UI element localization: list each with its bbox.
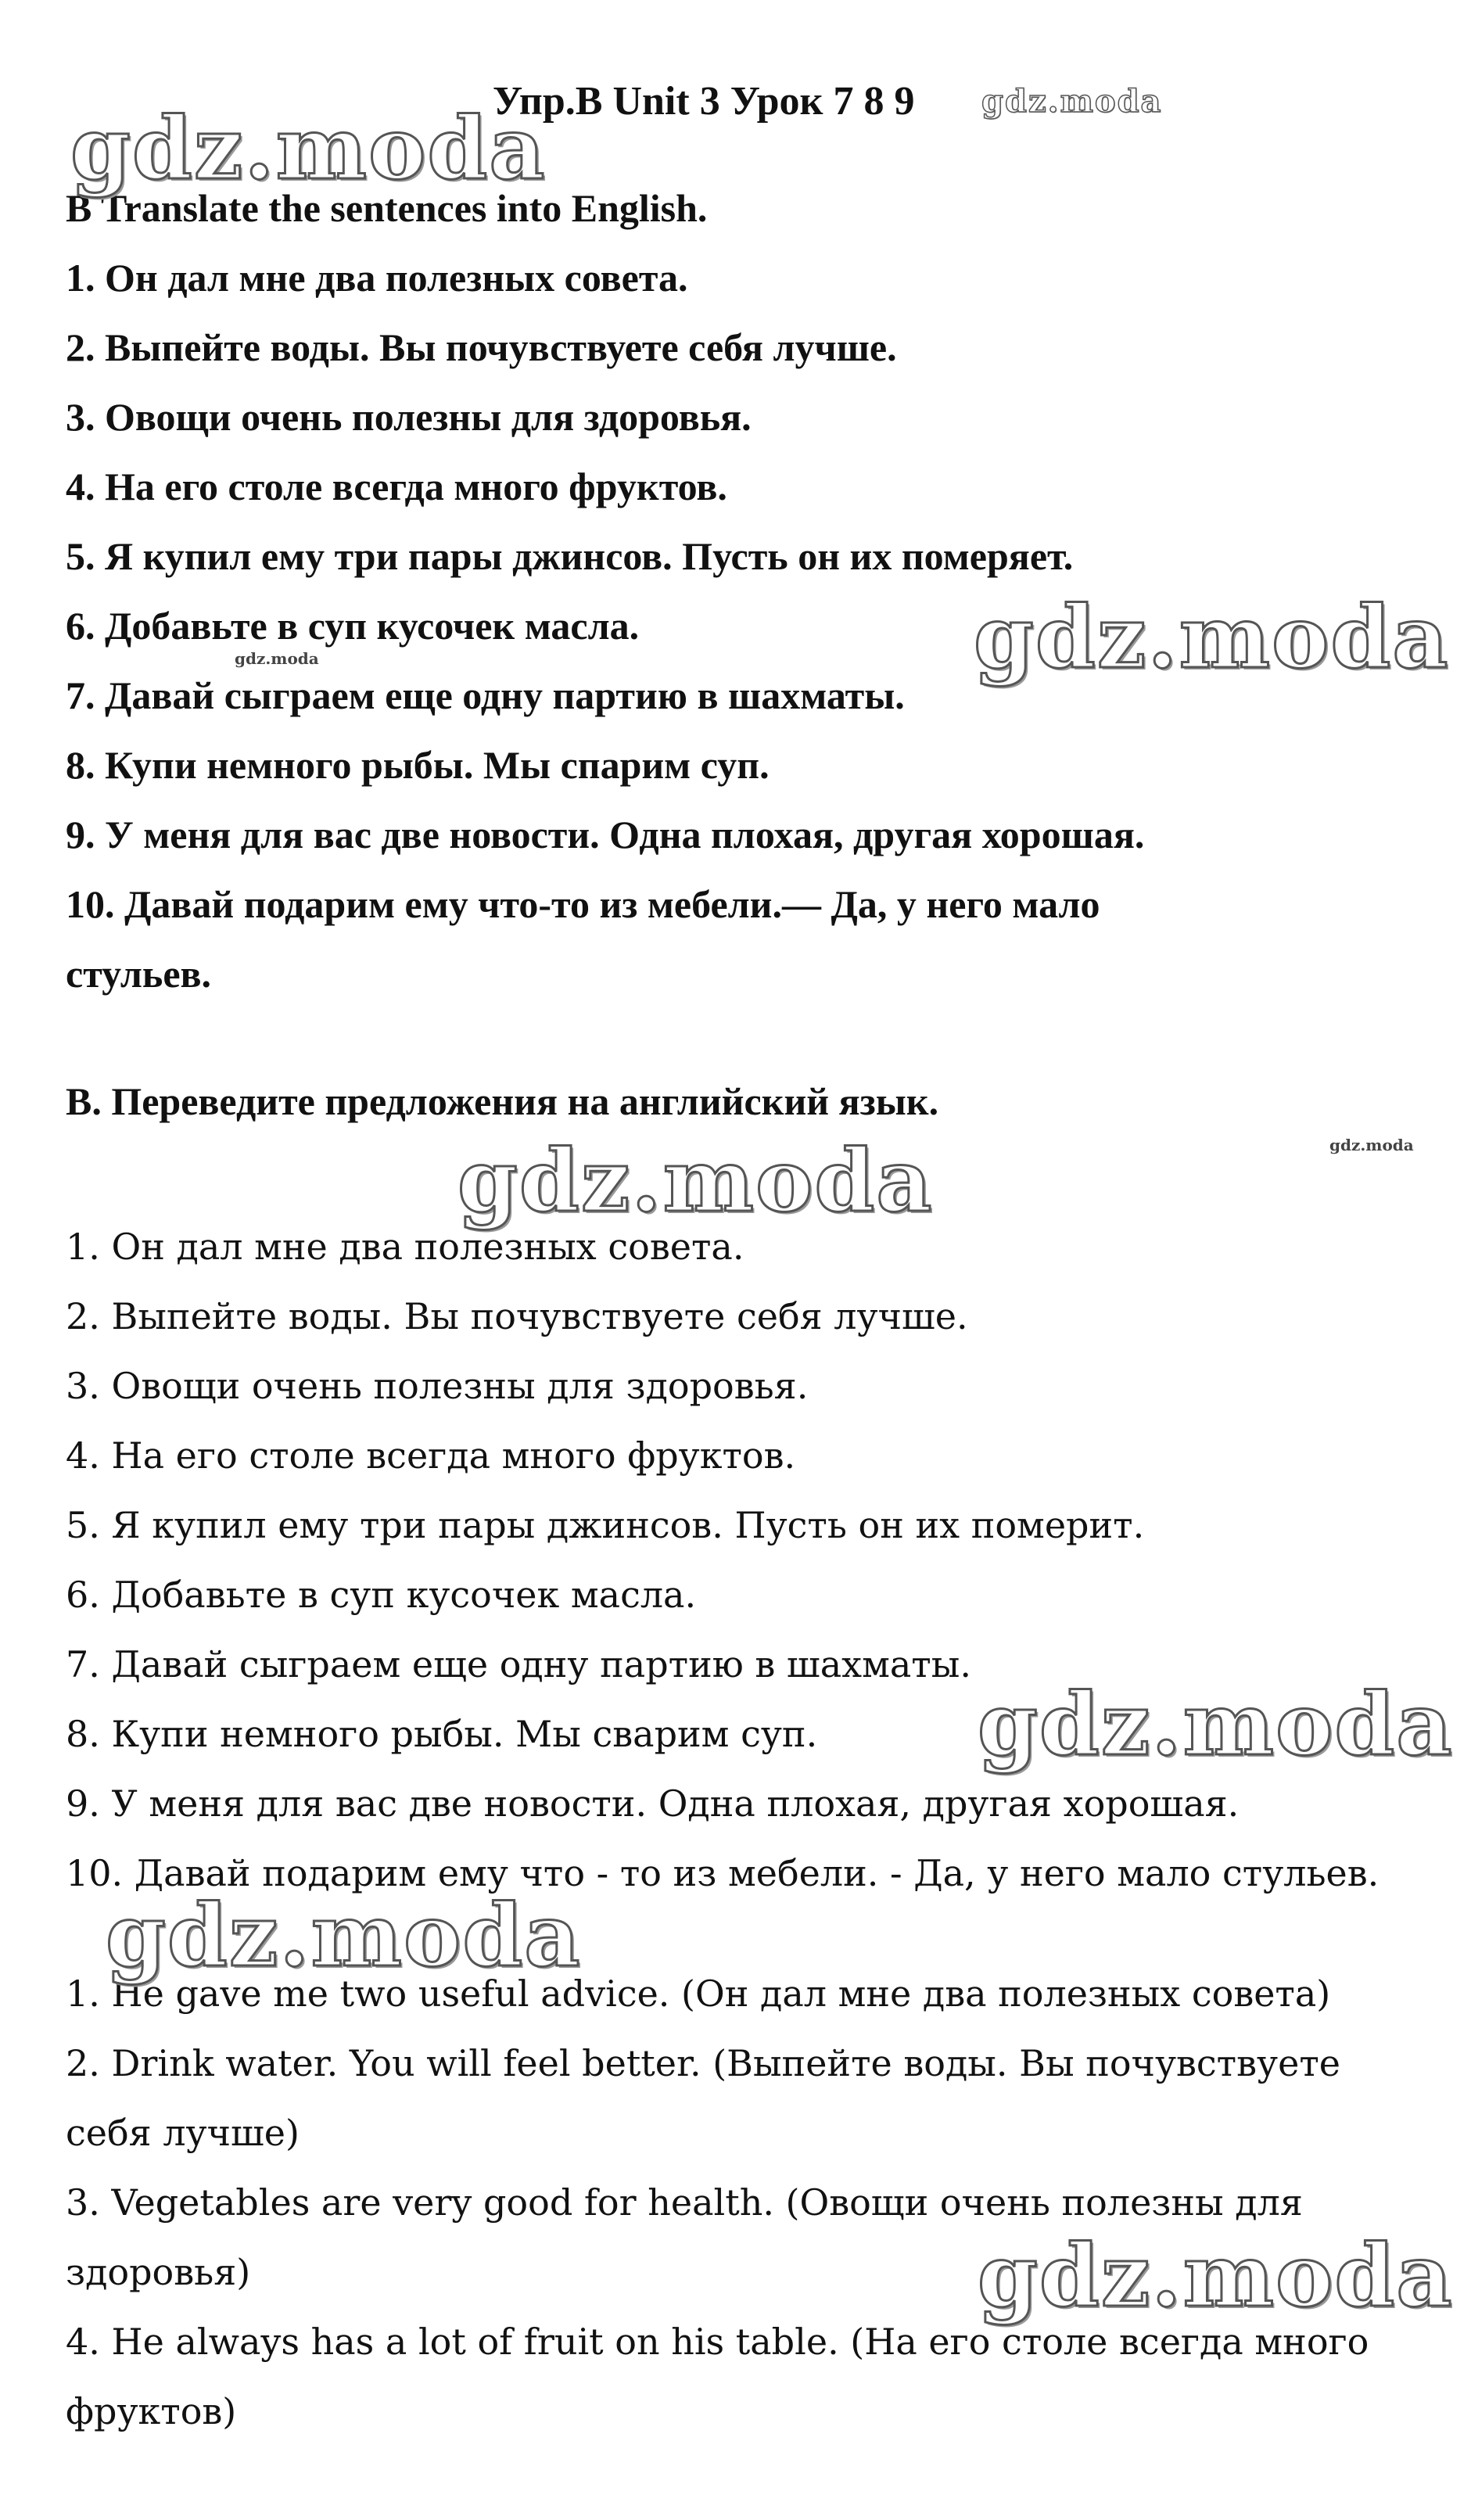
task-sentence-3: 3. Овощи очень полезны для здоровья. <box>66 395 752 439</box>
russian-sentence-7: 7. Давай сыграем еще одну партию в шахматы. <box>66 1643 971 1685</box>
page-title: Упр.B Unit 3 Урок 7 8 9 <box>493 79 915 124</box>
task-sentence-1: 1. Он дал мне два полезных совета. <box>66 256 688 300</box>
answer-line-2-continued: себя лучше) <box>66 2112 300 2154</box>
task-sentence-9: 9. У меня для вас две новости. Одна плохая, другая хорошая. <box>66 813 1145 856</box>
task-sentence-5: 5. Я купил ему три пары джинсов. Пусть он их померяет. <box>66 534 1074 578</box>
answer-line-4: 4. He always has a lot of fruit on his table. (На его столе всегда много <box>66 2321 1369 2363</box>
watermark-logo: gdz.moda <box>981 83 1163 120</box>
watermark-logo: gdz.moda <box>978 1674 1454 1775</box>
watermark-logo: gdz.moda <box>974 587 1450 687</box>
russian-sentence-2: 2. Выпейте воды. Вы почувствуете себя лучше. <box>66 1295 968 1337</box>
answer-line-2: 2. Drink water. You will feel better. (Выпейте воды. Вы почувствуете <box>66 2042 1340 2084</box>
task-sentence-6: 6. Добавьте в суп кусочек масла. <box>66 604 640 648</box>
watermark-logo: gdz.moda <box>457 1130 934 1231</box>
task-sentence-4: 4. На его столе всегда много фруктов. <box>66 465 727 508</box>
task-sentence-7: 7. Давай сыграем еще одну партию в шахматы. <box>66 673 905 717</box>
answers-block <box>66 1959 1442 2446</box>
task-sentence-8: 8. Купи немного рыбы. Мы спарим суп. <box>66 743 770 787</box>
watermark-logo: gdz.moda <box>235 649 319 668</box>
russian-sentence-8: 8. Купи немного рыбы. Мы сварим суп. <box>66 1713 818 1755</box>
watermark-logo: gdz.moda <box>978 2225 1454 2326</box>
watermark-logo: gdz.moda <box>1329 1136 1414 1154</box>
watermark-logo: gdz.moda <box>70 98 547 199</box>
answer-line-3-continued: здоровья) <box>66 2251 251 2293</box>
russian-sentences-block <box>66 1212 1458 1908</box>
russian-sentence-9: 9. У меня для вас две новости. Одна плохая, другая хорошая. <box>66 1782 1240 1825</box>
task-sentence-2: 2. Выпейте воды. Вы почувствуете себя лучше. <box>66 325 897 369</box>
russian-sentence-1: 1. Он дал мне два полезных совета. <box>66 1226 744 1268</box>
watermark-logo: gdz.moda <box>106 1885 582 1986</box>
task-sentence-10: 10. Давай подарим ему что-то из мебели.— Да, у него мало <box>66 882 1100 926</box>
answer-line-3: 3. Vegetables are very good for health. (Овощи очень полезны для <box>66 2181 1303 2224</box>
russian-sentence-3: 3. Овощи очень полезны для здоровья. <box>66 1365 809 1407</box>
russian-sentence-6: 6. Добавьте в суп кусочек масла. <box>66 1574 697 1616</box>
russian-sentence-4: 4. На его столе всегда много фруктов. <box>66 1434 796 1477</box>
task-instruction: B Translate the sentences into English. <box>66 186 708 230</box>
answer-line-4-continued: фруктов) <box>66 2390 237 2432</box>
russian-sentence-10: 10. Давай подарим ему что - то из мебели. - Да, у него мало стульев. <box>66 1852 1380 1894</box>
task-instruction-russian: B. Переведите предложения на английский язык. <box>66 1079 939 1123</box>
russian-sentence-5: 5. Я купил ему три пары джинсов. Пусть он их померит. <box>66 1504 1145 1546</box>
answer-line-1: 1. He gave me two useful advice. (Он дал мне два полезных совета) <box>66 1973 1331 2015</box>
task-sentence-10-continued: стульев. <box>66 952 212 996</box>
